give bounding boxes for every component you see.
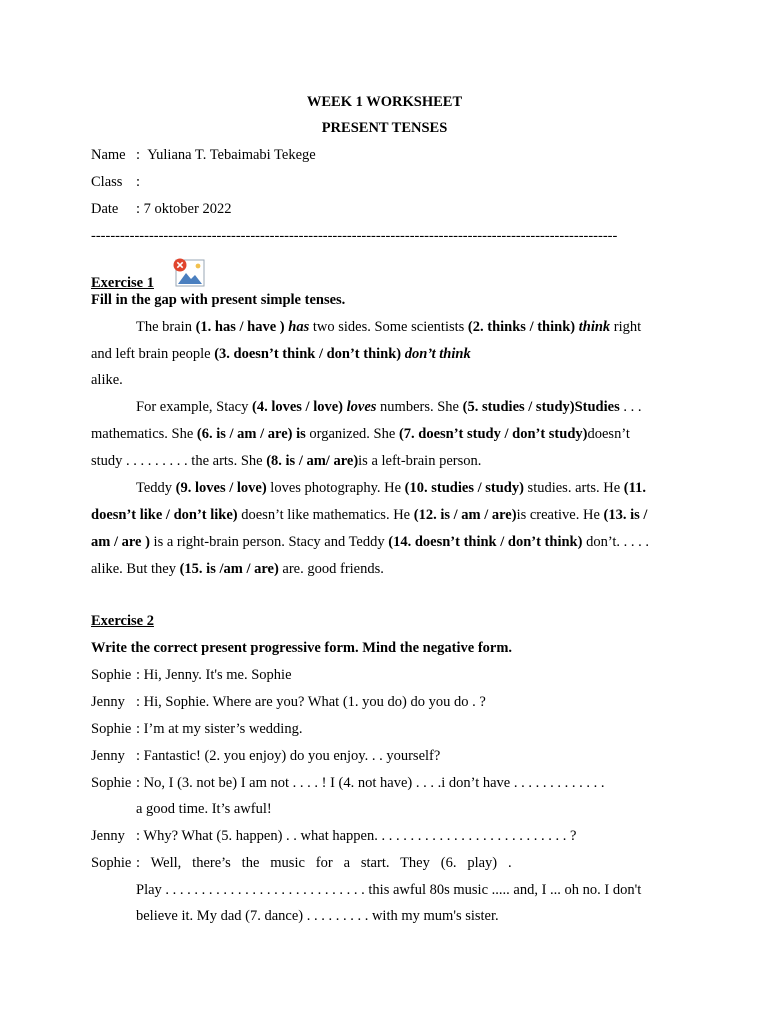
ex1-text: is a right-brain person. Stacy and Teddy bbox=[149, 534, 389, 550]
ex1-text-line-3: alike. bbox=[91, 372, 123, 388]
dialogue-line bbox=[91, 662, 678, 689]
dialogue-line bbox=[91, 689, 678, 716]
exercise2-instruction: Write the correct present progressive form. Mind the negative form. bbox=[91, 640, 513, 656]
ex1-option: (8. is / am/ are) bbox=[266, 453, 359, 469]
class-label: Class bbox=[91, 174, 123, 190]
ex1-text-line-8 bbox=[91, 502, 678, 529]
ex1-text: organized. She bbox=[305, 426, 399, 442]
dialogue-text: believe it. My dad (7. dance) . . . . . . . . . with my mum's sister. bbox=[136, 908, 499, 924]
ex1-text-line-1 bbox=[91, 314, 678, 341]
ex1-text: numbers. She bbox=[376, 399, 463, 415]
ex1-text: mathematics. She bbox=[91, 426, 197, 442]
ex1-option: (6. is / am / are) is bbox=[196, 426, 306, 442]
exercise1-heading-text: Exercise 1 bbox=[91, 275, 154, 291]
ex1-option: (1. has / have ) bbox=[195, 319, 285, 335]
ex1-text: right bbox=[610, 319, 642, 335]
ex1-text-line-5 bbox=[91, 421, 678, 448]
dialogue-text: : Well, there’s the music for a start. They (6. play) . bbox=[136, 855, 512, 871]
ex1-text: . . . bbox=[619, 399, 642, 415]
ex1-option: (9. loves / love) bbox=[175, 480, 267, 496]
dialogue-line bbox=[91, 770, 678, 797]
ex1-option: (12. is / am / are) bbox=[413, 507, 517, 523]
ex1-answer: don’t think bbox=[404, 346, 471, 362]
speaker-name: Jenny bbox=[91, 828, 125, 844]
dialogue-line bbox=[91, 716, 678, 743]
name-separator: : bbox=[136, 147, 141, 163]
divider-line: ------------------------------------------------------------------------------------------------------------- bbox=[91, 228, 618, 244]
class-row bbox=[91, 169, 678, 196]
dialogue-line bbox=[91, 850, 678, 877]
dialogue-text: : Hi, Sophie. Where are you? What (1. you do) do you do . ? bbox=[136, 694, 486, 710]
ex1-option: (13. is / bbox=[603, 507, 648, 523]
ex1-option: (4. loves / love) bbox=[251, 399, 343, 415]
date-value: : 7 oktober 2022 bbox=[136, 201, 232, 217]
ex1-answer: loves bbox=[346, 399, 377, 415]
ex1-option: (15. is /am / are) bbox=[179, 561, 279, 577]
date-row bbox=[91, 196, 678, 223]
ex1-text-line-10 bbox=[91, 556, 678, 583]
ex1-option: (3. doesn’t think / don’t think) bbox=[214, 346, 402, 362]
name-row bbox=[91, 142, 678, 169]
dialogue-text: : No, I (3. not be) I am not . . . . ! I (4. not have) . . . .i don’t have . . . . . . . . . . . . . bbox=[136, 775, 605, 791]
dialogue-line bbox=[91, 903, 678, 930]
class-separator: : bbox=[136, 174, 141, 190]
ex1-text: is creative. He bbox=[516, 507, 604, 523]
name-value: Yuliana T. Tebaimabi Tekege bbox=[147, 147, 316, 163]
ex1-option: am / are ) bbox=[91, 534, 150, 550]
ex1-text: For example, Stacy bbox=[136, 399, 252, 415]
ex1-option: doesn’t like / don’t like) bbox=[91, 507, 238, 523]
ex1-text: study . . . . . . . . . the arts. She bbox=[91, 453, 267, 469]
worksheet-title: WEEK 1 WORKSHEET bbox=[306, 94, 463, 110]
broken-image-icon bbox=[171, 257, 205, 289]
ex1-text-line-7 bbox=[91, 475, 678, 502]
ex1-option: (2. thinks / think) bbox=[467, 319, 576, 335]
speaker-name: Jenny bbox=[91, 694, 125, 710]
speaker-name: Sophie bbox=[91, 775, 132, 791]
dialogue-line bbox=[91, 743, 678, 770]
speaker-name: Sophie bbox=[91, 667, 132, 683]
ex1-option: (5. studies / study)Studies bbox=[462, 399, 620, 415]
dialogue-text: a good time. It’s awful! bbox=[136, 801, 272, 817]
ex1-text-line-6 bbox=[91, 448, 678, 475]
ex1-text: alike. But they bbox=[91, 561, 180, 577]
dialogue-text: : Hi, Jenny. It's me. Sophie bbox=[136, 667, 292, 683]
ex1-option: (7. doesn’t study / don’t study) bbox=[398, 426, 588, 442]
dialogue-line bbox=[91, 823, 678, 850]
worksheet-subtitle: PRESENT TENSES bbox=[321, 120, 448, 136]
ex1-text: doesn’t bbox=[587, 426, 630, 442]
speaker-name: Sophie bbox=[91, 721, 132, 737]
ex1-answer: think bbox=[578, 319, 611, 335]
name-label: Name bbox=[91, 147, 126, 163]
ex1-option: (11. bbox=[623, 480, 646, 496]
ex1-answer: has bbox=[288, 319, 310, 335]
dialogue-text: Play . . . . . . . . . . . . . . . . . . . . . . . . . . . . this awful 80s music ..... and, I ... oh no. I don't bbox=[136, 882, 642, 898]
ex1-text-line-2 bbox=[91, 341, 678, 368]
dialogue-line bbox=[91, 877, 678, 904]
ex1-text: two sides. Some scientists bbox=[309, 319, 468, 335]
dialogue-text: : I’m at my sister’s wedding. bbox=[136, 721, 303, 737]
ex1-text: loves photography. He bbox=[266, 480, 405, 496]
ex1-text: The brain bbox=[136, 319, 196, 335]
ex1-text: is a left-brain person. bbox=[358, 453, 482, 469]
ex1-option: (14. doesn’t think / don’t think) bbox=[388, 534, 583, 550]
speaker-name: Sophie bbox=[91, 855, 132, 871]
dialogue-line bbox=[91, 796, 678, 823]
date-label: Date bbox=[91, 201, 119, 217]
ex1-text-line-4 bbox=[91, 394, 678, 421]
exercise2-heading-text: Exercise 2 bbox=[91, 613, 154, 629]
speaker-name: Jenny bbox=[91, 748, 125, 764]
exercise2-heading bbox=[91, 608, 678, 635]
ex1-text: don’t. . . . . bbox=[582, 534, 650, 550]
ex1-text: and left brain people bbox=[91, 346, 215, 362]
ex1-text: studies. arts. He bbox=[523, 480, 624, 496]
ex1-option: (10. studies / study) bbox=[404, 480, 524, 496]
ex1-text: Teddy bbox=[136, 480, 176, 496]
exercise1-instruction: Fill in the gap with present simple tenses. bbox=[91, 292, 346, 308]
ex1-text-line-9 bbox=[91, 529, 678, 556]
dialogue-text: : Fantastic! (2. you enjoy) do you enjoy. . . yourself? bbox=[136, 748, 441, 764]
dialogue-text: : Why? What (5. happen) . . what happen. . . . . . . . . . . . . . . . . . . . . . . . . . . ? bbox=[136, 828, 577, 844]
ex1-text: are. good friends. bbox=[278, 561, 384, 577]
ex1-text: doesn’t like mathematics. He bbox=[237, 507, 414, 523]
